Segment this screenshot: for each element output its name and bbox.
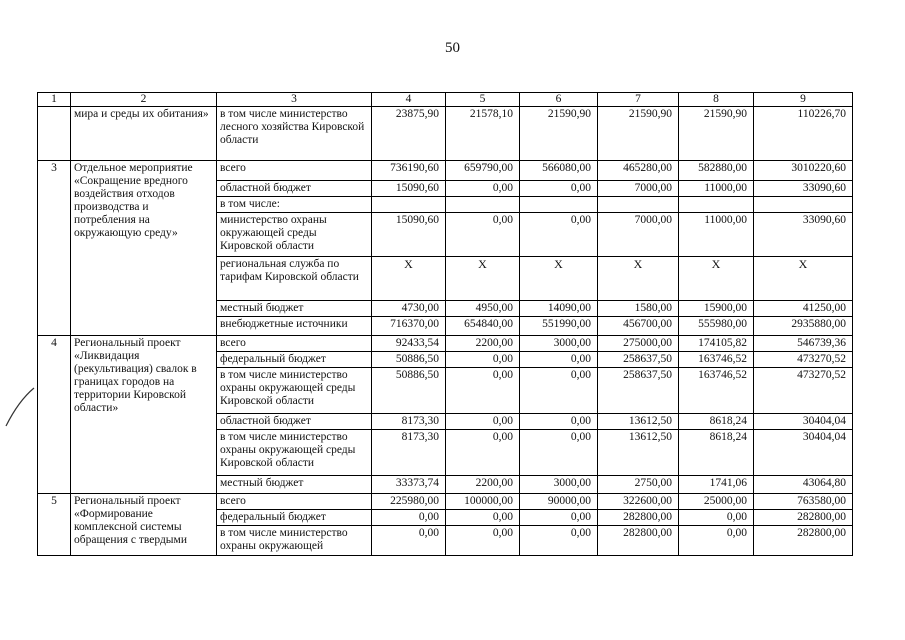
value-cell: 3010220,60 xyxy=(754,161,853,181)
value-cell: 21578,10 xyxy=(446,107,520,161)
header-cell: 3 xyxy=(217,93,372,107)
value-cell: 7000,00 xyxy=(598,213,679,257)
value-cell: 0,00 xyxy=(520,414,598,430)
value-cell: 1741,06 xyxy=(679,476,754,494)
value-cell: 7000,00 xyxy=(598,181,679,197)
value-cell: 3000,00 xyxy=(520,476,598,494)
table-row xyxy=(38,494,853,510)
value-cell: 33090,60 xyxy=(754,213,853,257)
value-cell: 0,00 xyxy=(372,510,446,526)
funding-source-cell: всего xyxy=(217,161,372,181)
value-cell: 50886,50 xyxy=(372,352,446,368)
funding-source-cell: министерство охраны окружающей среды Кировской области xyxy=(217,213,372,257)
value-cell: 282800,00 xyxy=(754,526,853,556)
value-cell: 0,00 xyxy=(679,510,754,526)
value-cell: 473270,52 xyxy=(754,368,853,414)
value-cell: 33373,74 xyxy=(372,476,446,494)
value-cell xyxy=(520,197,598,213)
funding-source-cell: в том числе министерство охраны окружающей среды Кировской области xyxy=(217,430,372,476)
funding-source-cell: в том числе: xyxy=(217,197,372,213)
measure-name-cell: Региональный проект «Ликвидация (рекультивация) свалок в границах городов на территории Кировской области» xyxy=(71,336,217,494)
value-cell: 225980,00 xyxy=(372,494,446,510)
value-cell: 30404,04 xyxy=(754,430,853,476)
value-cell: 0,00 xyxy=(446,510,520,526)
value-cell: 0,00 xyxy=(446,213,520,257)
header-cell: 1 xyxy=(38,93,71,107)
value-cell: Х xyxy=(372,257,446,301)
value-cell: 0,00 xyxy=(446,430,520,476)
row-number-cell: 3 xyxy=(38,161,71,336)
row-number-cell xyxy=(38,107,71,161)
value-cell: 174105,82 xyxy=(679,336,754,352)
value-cell: 0,00 xyxy=(446,368,520,414)
funding-source-cell: всего xyxy=(217,494,372,510)
value-cell: 13612,50 xyxy=(598,414,679,430)
value-cell: 258637,50 xyxy=(598,368,679,414)
value-cell: 163746,52 xyxy=(679,352,754,368)
header-cell: 4 xyxy=(372,93,446,107)
header-cell: 6 xyxy=(520,93,598,107)
funding-source-cell: в том числе министерство охраны окружающей среды Кировской области xyxy=(217,368,372,414)
value-cell: 2200,00 xyxy=(446,476,520,494)
table-row xyxy=(38,161,853,181)
value-cell xyxy=(598,197,679,213)
value-cell: 50886,50 xyxy=(372,368,446,414)
value-cell: Х xyxy=(598,257,679,301)
value-cell: 282800,00 xyxy=(754,510,853,526)
value-cell xyxy=(372,197,446,213)
value-cell: 0,00 xyxy=(520,181,598,197)
value-cell: 1580,00 xyxy=(598,301,679,317)
funding-source-cell: федеральный бюджет xyxy=(217,352,372,368)
value-cell: 566080,00 xyxy=(520,161,598,181)
header-cell: 5 xyxy=(446,93,520,107)
value-cell: 0,00 xyxy=(520,213,598,257)
page-number: 50 xyxy=(445,40,460,56)
value-cell: 473270,52 xyxy=(754,352,853,368)
value-cell: Х xyxy=(446,257,520,301)
header-cell: 9 xyxy=(754,93,853,107)
value-cell: 275000,00 xyxy=(598,336,679,352)
value-cell: 2750,00 xyxy=(598,476,679,494)
value-cell xyxy=(754,197,853,213)
value-cell: 716370,00 xyxy=(372,317,446,336)
value-cell: 0,00 xyxy=(446,526,520,556)
funding-source-cell: местный бюджет xyxy=(217,301,372,317)
funding-source-cell: в том числе министерство охраны окружающей xyxy=(217,526,372,556)
header-cell: 8 xyxy=(679,93,754,107)
value-cell: 546739,36 xyxy=(754,336,853,352)
value-cell: 322600,00 xyxy=(598,494,679,510)
value-cell: 4730,00 xyxy=(372,301,446,317)
value-cell: Х xyxy=(679,257,754,301)
header-cell: 2 xyxy=(71,93,217,107)
value-cell: 456700,00 xyxy=(598,317,679,336)
value-cell: 0,00 xyxy=(520,430,598,476)
row-number-cell: 5 xyxy=(38,494,71,556)
value-cell: 110226,70 xyxy=(754,107,853,161)
value-cell: 15900,00 xyxy=(679,301,754,317)
funding-source-cell: региональная служба по тарифам Кировской области xyxy=(217,257,372,301)
row-number-cell: 4 xyxy=(38,336,71,494)
value-cell: 282800,00 xyxy=(598,510,679,526)
pen-mark-icon xyxy=(4,384,36,430)
value-cell: 4950,00 xyxy=(446,301,520,317)
measure-name-cell: мира и среды их обитания» xyxy=(71,107,217,161)
value-cell: 30404,04 xyxy=(754,414,853,430)
value-cell: 8618,24 xyxy=(679,430,754,476)
measure-name-cell: Региональный проект «Формирование комплексной системы обращения с твердыми xyxy=(71,494,217,556)
value-cell: 8173,30 xyxy=(372,430,446,476)
funding-source-cell: областной бюджет xyxy=(217,181,372,197)
table-row xyxy=(38,107,853,161)
value-cell: 14090,00 xyxy=(520,301,598,317)
funding-source-cell: внебюджетные источники xyxy=(217,317,372,336)
value-cell: 21590,90 xyxy=(520,107,598,161)
value-cell: 11000,00 xyxy=(679,213,754,257)
value-cell: 736190,60 xyxy=(372,161,446,181)
value-cell: 11000,00 xyxy=(679,181,754,197)
value-cell: 100000,00 xyxy=(446,494,520,510)
value-cell: 0,00 xyxy=(372,526,446,556)
header-cell: 7 xyxy=(598,93,679,107)
funding-source-cell: в том числе министерство лесного хозяйства Кировской области xyxy=(217,107,372,161)
value-cell: 13612,50 xyxy=(598,430,679,476)
value-cell: 465280,00 xyxy=(598,161,679,181)
value-cell: 163746,52 xyxy=(679,368,754,414)
value-cell: 0,00 xyxy=(520,510,598,526)
value-cell: 0,00 xyxy=(520,526,598,556)
value-cell: 0,00 xyxy=(446,414,520,430)
value-cell: 659790,00 xyxy=(446,161,520,181)
value-cell: 551990,00 xyxy=(520,317,598,336)
value-cell: 0,00 xyxy=(446,181,520,197)
value-cell: 0,00 xyxy=(446,352,520,368)
value-cell: 43064,80 xyxy=(754,476,853,494)
value-cell: 3000,00 xyxy=(520,336,598,352)
measure-name-cell: Отдельное мероприятие «Сокращение вредного воздействия отходов производства и потребления на окружающую среду» xyxy=(71,161,217,336)
value-cell: 41250,00 xyxy=(754,301,853,317)
value-cell: Х xyxy=(754,257,853,301)
funding-source-cell: местный бюджет xyxy=(217,476,372,494)
value-cell: 258637,50 xyxy=(598,352,679,368)
value-cell: 21590,90 xyxy=(679,107,754,161)
funding-source-cell: областной бюджет xyxy=(217,414,372,430)
value-cell: 8618,24 xyxy=(679,414,754,430)
funding-source-cell: всего xyxy=(217,336,372,352)
value-cell: 582880,00 xyxy=(679,161,754,181)
value-cell: 92433,54 xyxy=(372,336,446,352)
value-cell: 0,00 xyxy=(679,526,754,556)
value-cell xyxy=(446,197,520,213)
value-cell: 0,00 xyxy=(520,352,598,368)
value-cell: 2935880,00 xyxy=(754,317,853,336)
value-cell: 33090,60 xyxy=(754,181,853,197)
value-cell: 25000,00 xyxy=(679,494,754,510)
value-cell: 654840,00 xyxy=(446,317,520,336)
value-cell: 555980,00 xyxy=(679,317,754,336)
value-cell xyxy=(679,197,754,213)
value-cell: 15090,60 xyxy=(372,181,446,197)
budget-table xyxy=(37,92,853,556)
value-cell: 763580,00 xyxy=(754,494,853,510)
value-cell: Х xyxy=(520,257,598,301)
value-cell: 23875,90 xyxy=(372,107,446,161)
funding-source-cell: федеральный бюджет xyxy=(217,510,372,526)
value-cell: 8173,30 xyxy=(372,414,446,430)
value-cell: 15090,60 xyxy=(372,213,446,257)
header-row xyxy=(38,93,853,107)
value-cell: 90000,00 xyxy=(520,494,598,510)
value-cell: 2200,00 xyxy=(446,336,520,352)
value-cell: 0,00 xyxy=(520,368,598,414)
value-cell: 21590,90 xyxy=(598,107,679,161)
table-row xyxy=(38,336,853,352)
value-cell: 282800,00 xyxy=(598,526,679,556)
